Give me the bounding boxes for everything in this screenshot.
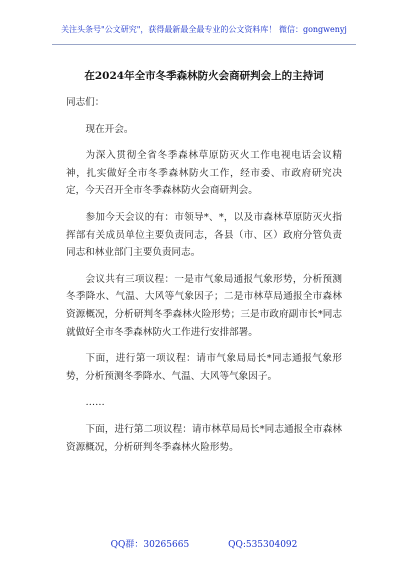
paragraph: 下面，进行第一项议程：请市气象局局长*同志通报气象形势，分析预测冬季降水、气温、大风等气象因子。 xyxy=(66,353,342,382)
paragraph: 现在开会。 xyxy=(85,123,134,135)
qq-group-text: QQ群：30265665 xyxy=(110,540,190,550)
footer-contact xyxy=(0,537,408,550)
paragraph: 为深入贯彻全省冬季森林草原防灭火工作电视电话会议精神，扎实做好全市冬季森林防火工作，经市委、市政府研究决定，今天召开全市冬季森林防火会商研判会。 xyxy=(66,150,342,197)
salutation: 同志们： xyxy=(66,97,105,108)
paragraph: 会议共有三项议程：一是市气象局通报气象形势，分析预测冬季降水、气温、大风等气象因子；二是市林草局通报全市森林资源概况，分析研判冬季森林火险形势；三是市政府副市长*同志就做好全市冬季森林防火工作进行安排部署。 xyxy=(66,273,342,338)
header-banner: 关注头条号"公文研究"，获得最新最全最专业的公文资料库！ 微信：gongwenyj xyxy=(61,25,347,34)
paragraph: 参加今天会议的有：市领导*、*，以及市森林草原防灭火指挥部有关成员单位主要负责同志，各县（市、区）政府分管负责同志和林业部门主要负责同志。 xyxy=(66,211,342,259)
qq-text: QQ:535304092 xyxy=(228,540,298,550)
document-title: 在2024年全市冬季森林防火会商研判会上的主持词 xyxy=(84,70,324,82)
ellipsis: …… xyxy=(85,397,105,409)
paragraph: 下面，进行第二项议程：请市林草局局长*同志通报全市森林资源概况，分析研判冬季森林火险形势。 xyxy=(66,423,342,453)
document-body xyxy=(66,92,342,465)
header-divider xyxy=(52,44,356,45)
